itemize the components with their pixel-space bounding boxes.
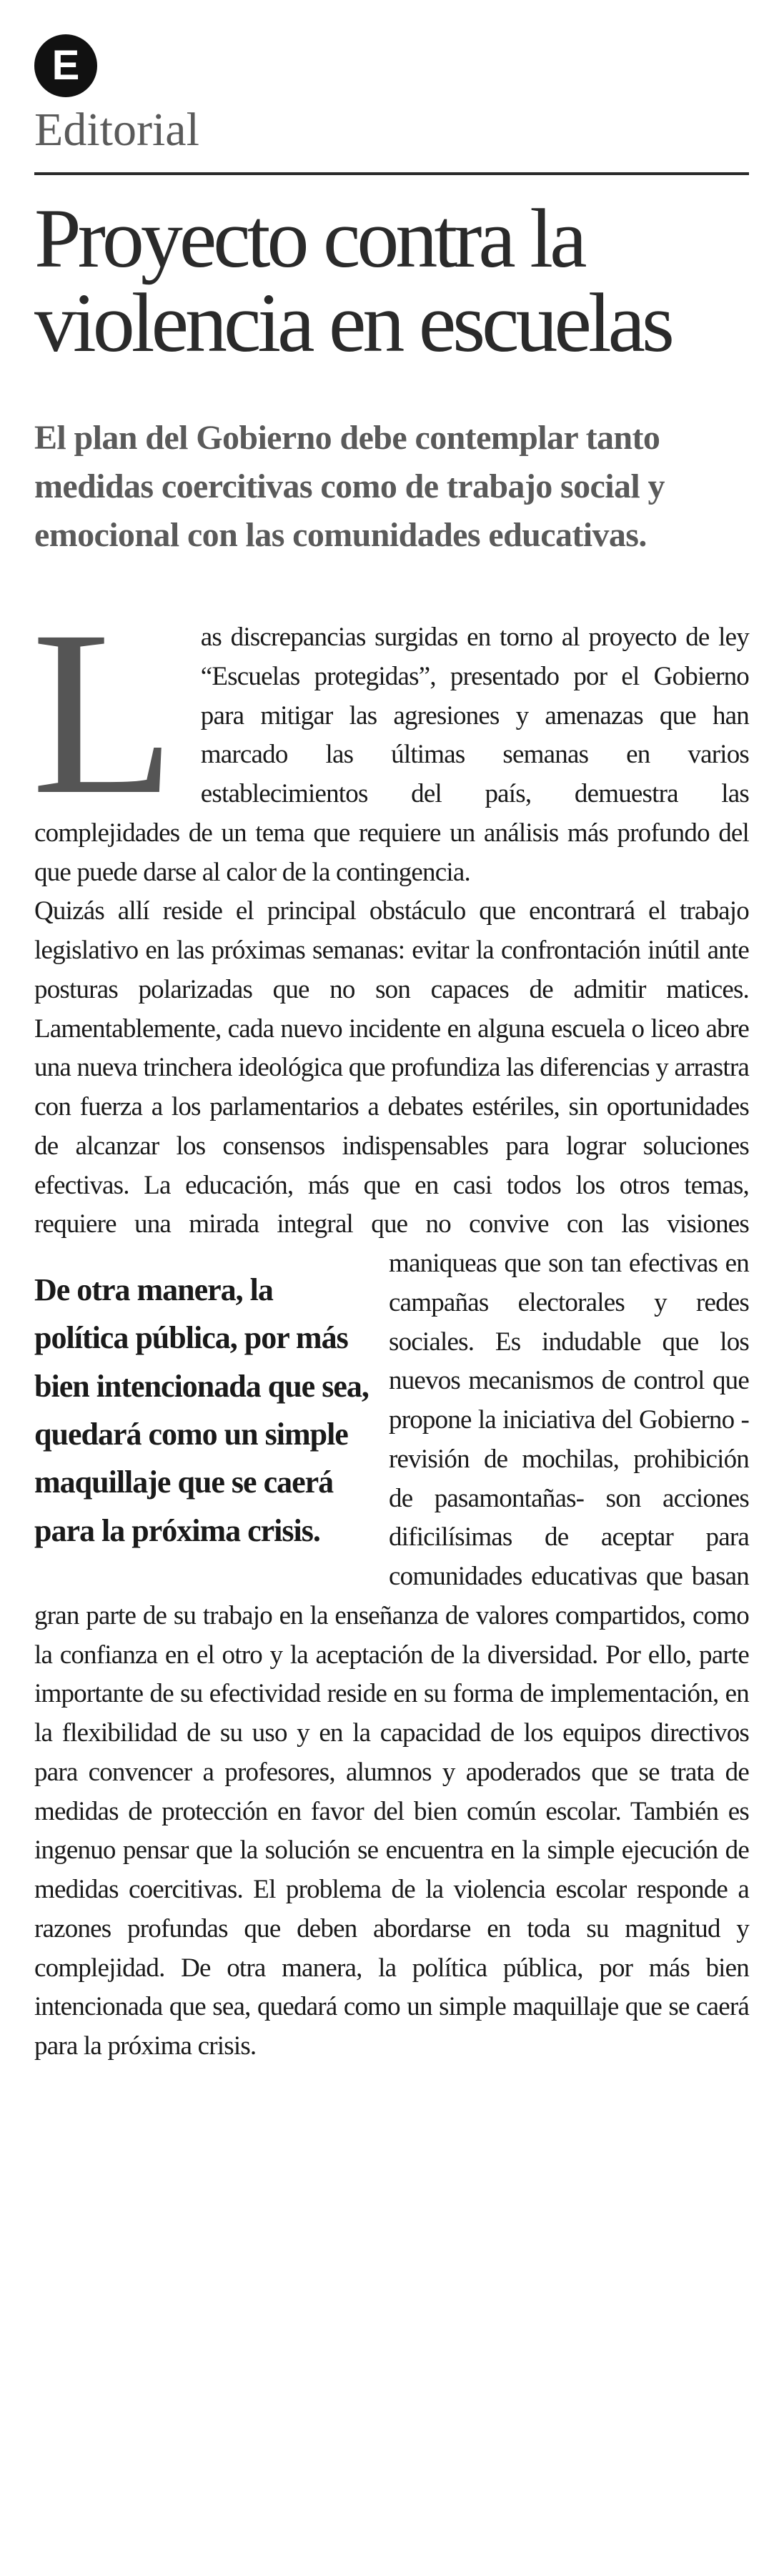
paragraph-1-text: as discrepancias surgidas en torno al proyecto de ley “Escuelas protegidas”, presentado por el Gobierno para mitigar las agresiones y amenazas que han marcado las últimas semanas en varios establecimientos del país, demuestra las complejidades de un tema que requiere un análisis más profundo del que puede darse al calor de la contingencia. [34, 623, 749, 887]
paragraph-2-text-b: las visiones maniqueas que son tan efectivas en campañas electorales y redes sociales. Es indudable que los nuevos mecanismos de control que propone la iniciativa del Gobierno -revisión de mochilas, prohibición de pasamontañas- son acciones dificilísimas de aceptar para comunidades educativas que basan gran parte de su trabajo en la enseñanza de valores compartidos, como la confianza en el otro y la aceptación de la diversidad. Por ello, parte importante de su efectividad reside en su forma de implementación, en la flexibilidad de su uso y en la capacidad de los equipos directivos para convencer a profesores, alumnos y apoderados que se trata de medidas de protección en favor del bien común escolar. También es ingenuo pensar que la solución se encuentra en la simple ejecución de medidas coercitivas. El problema de la violencia escolar responde a razones profundas que deben abordarse en toda su magnitud y complejidad. De otra manera, la política pública, por más bien intencionada que sea, quedará como un simple maquillaje que se caerá para la próxima crisis. [34, 1209, 750, 2061]
article-body [31, 583, 750, 2066]
headline: Proyecto contra la violencia en escuelas [34, 191, 671, 370]
logo-letter: E [51, 42, 80, 89]
publication-logo [34, 34, 97, 97]
paragraph-1 [31, 583, 749, 892]
paragraph-2-text-a: Quizás allí reside el principal obstáculo que encontrará el trabajo legislativo en las próximas semanas: evitar la confrontación inútil ante posturas polarizadas que no son capaces de admitir matices. Lamentablemente, cada nuevo incidente en alguna escuela o liceo abre una nueva trinchera ideológica que profundiza las diferencias y arrastra con fuerza a los parlamentarios a debates estériles, sin oportunidades de alcanzar los consensos indispensables para lograr soluciones efectivas. La educación, más que en casi todos los otros temas, requiere una mirada integral que no convive con [34, 896, 749, 1239]
section-divider [34, 172, 749, 175]
deck-subtitle: El plan del Gobierno debe contemplar tanto medidas coercitivas como de trabajo social y emocional con las comunidades educativas. [34, 418, 665, 554]
pull-quote: De otra manera, la política pública, por más bien intencionada que sea, quedará como un simple maquillaje que se caerá para la próxima crisis. [34, 1272, 369, 1548]
editorial-article [31, 34, 750, 2066]
section-label: Editorial [34, 104, 199, 156]
drop-cap: L [31, 583, 175, 844]
paragraph-2 [34, 892, 749, 2066]
